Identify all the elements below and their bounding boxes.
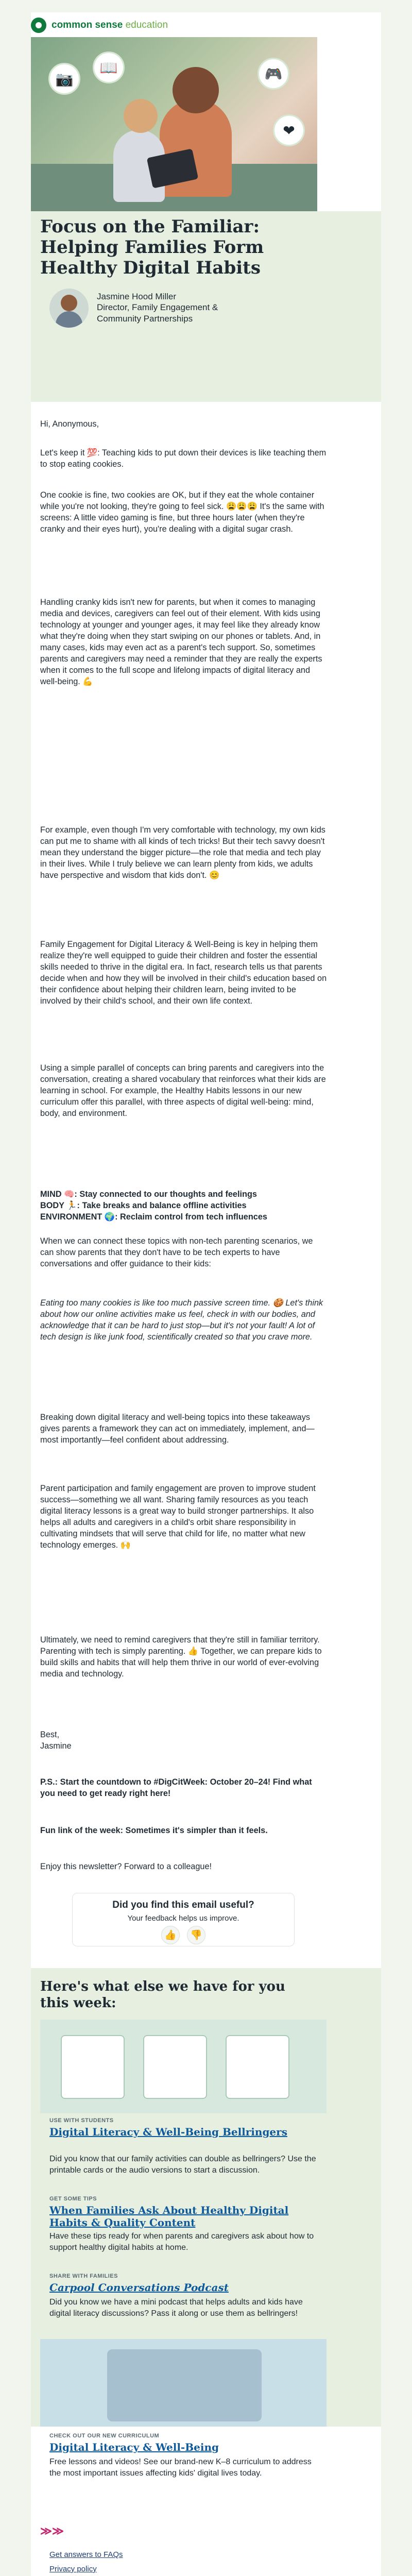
resource-4-title[interactable]: Digital Literacy & Well-Being [49,2441,219,2453]
privacy-link[interactable]: Privacy policy [49,2565,97,2573]
author-block [49,289,231,328]
resource-1-image[interactable] [40,2020,327,2113]
paragraph-9[interactable]: Parent participation and family engagement are proven to improve student success—something we all want. Sharing family resources as you teach digital literacy lessons is a great way to build stronger partnerships. It also helps all adults and caregivers in a child's orbit share responsibility in cultivating mindsets that will serve that child for life, no matter what new technology emerges. 🙌 [40,1484,316,1550]
feedback-subtitle: Your feedback helps us improve. [127,1914,239,1923]
author-name: Jasmine Hood Miller [97,292,176,301]
heart-icon: ❤ [273,114,305,146]
feedback-box [72,1893,295,1946]
logo-text: common sense education [52,20,168,30]
resource-4-label: CHECK OUT OUR NEW CURRICULUM [49,2433,160,2439]
adult-head [173,67,219,113]
paragraph-6[interactable]: Using a simple parallel of concepts can bring parents and caregivers into the conversation, creating a shared vocabulary that reinforces what their kids are learning in school. For example, the Healthy Habits lessons in our new curriculum offer this parallel, with three aspects of digital well-being: mind, body, and environment. [40,1063,326,1118]
child-head [124,99,158,133]
paragraph-3: Handling cranky kids isn't new for parents, but when it comes to managing media and devices, caregivers can feel out of their element. With kids using technology at younger and younger ages, it may feel like they already know what they're doing when they start swiping on our phones or tablets. And, in many cases, kids may even act as a parent's tech support. So, sometimes parents and caregivers may need a reminder that they are really the experts when it comes to the full scope and lifelong impacts of digital literacy and well-being. 💪 [40,598,322,686]
well-being-list: MIND 🧠: Stay connected to our thoughts and feelings BODY 🏃: Take breaks and balance offline activities ENVIRONMENT 🌍: Reclaim control from tech influences [40,1190,267,1222]
book-icon: 📖 [93,52,125,83]
resources-title: Here's what else we have for you this week: [40,1979,285,2011]
paragraph-4: For example, even though I'm very comfortable with technology, my own kids can put me to shame with all kinds of tech tricks! But their tech savvy doesn't mean they understand the bigger picture—the role that media and tech play in their lives. While I truly believe we can learn plenty from kids, we adults have perspective and wisdom that kids don't. 😊 [40,825,325,880]
resource-1-desc: Did you know that our family activities can double as bellringers? Use the printable cards or the audio versions to start a discussion. [49,2155,316,2175]
avatar [49,289,89,328]
paragraph-1: Let's keep it 💯: Teaching kids to put down their devices is like teaching them to stop eating cookies. [40,448,327,469]
resource-4-image[interactable] [40,2339,327,2427]
sign-off: Best, Jasmine [40,1730,72,1751]
page-title: Focus on the Familiar: Helping Families Form Healthy Digital Habits [40,216,264,278]
resource-3-title[interactable]: Carpool Conversations Podcast [49,2281,229,2294]
resource-2-desc: Have these tips ready for when parents and caregivers ask about how to support healthy digital habits at home. [49,2232,314,2252]
author-role: Director, Family Engagement & Community Partnerships [97,302,218,324]
camera-icon: 📷 [48,63,80,95]
cookie-quote: Eating too many cookies is like too much passive screen time. 🍪 Let's think about how our online activities make us feel, check in with our bodies, and acknowledge that it can be hard to just stop—but it's not your fault! A lot of tech design is like junk food, scientifically created so that you crave more. [40,1298,323,1342]
paragraph-8: Breaking down digital literacy and well-being topics into these takeaways gives parents a framework they can act on immediately, implement, and—most importantly—feel confident about addressing. [40,1413,315,1445]
resource-2-label: GET SOME TIPS [49,2196,97,2202]
thumbs-up-icon[interactable]: 👍 [161,1926,180,1944]
hero-image [31,37,317,211]
resource-3-label: SHARE WITH FAMILIES [49,2273,118,2279]
feedback-question: Did you find this email useful? [112,1900,254,1910]
faq-link[interactable]: Get answers to FAQs [49,2550,123,2559]
logo-badge-icon [31,18,46,33]
resource-2-title[interactable]: When Families Ask About Healthy Digital Habits & Quality Content [49,2204,289,2229]
game-icon: 🎮 [258,58,289,90]
paragraph-7: When we can connect these topics with non-tech parenting scenarios, we can show parents that they don't have to be tech experts to have conversations and offer guidance to their kids: [40,1236,313,1268]
resource-3-desc: Did you know we have a mini podcast that helps adults and kids have digital literacy discussions? Pass it along or use them as bellringers! [49,2298,303,2318]
resource-4-desc: Free lessons and videos! See our brand-new K–8 curriculum to address the most important issues affecting kids' digital lives today. [49,2458,312,2478]
paragraph-5[interactable]: Family Engagement for Digital Literacy & Well-Being is key in helping them realize they're well equipped to guide their children and foster the essential skills needed to thrive in the digital era. In fact, research tells us that parents decide when and how they will be involved in their child's education based on their confidence about helping their children learn, being invited to be involved by their child's school, and their own life context. [40,940,327,1006]
resource-1-title[interactable]: Digital Literacy & Well-Being Bellringers [49,2126,287,2138]
feedback-thumbs [73,1926,294,1944]
fun-link[interactable]: Fun link of the week: Sometimes it's simpler than it feels. [40,1826,268,1835]
footer-arrows: ≫≫ [40,2524,64,2537]
greeting: Hi, Anonymous, [40,419,99,429]
paragraph-2: One cookie is fine, two cookies are OK, but if they eat the whole container while you're not looking, they're going to feel sick. 😩😩😩 It's the same with screens: A little video gaming is fine, but three hours later (when they're cranky and their eyes hurt), you're dealing with a digital sugar crash. [40,490,324,534]
ps-note[interactable]: P.S.: Start the countdown to #DigCitWeek: October 20–24! Find what you need to get ready right here! [40,1777,312,1798]
thumbs-down-icon[interactable]: 👎 [187,1926,205,1944]
forward-note: Enjoy this newsletter? Forward to a colleague! [40,1862,212,1871]
brand-logo[interactable] [31,13,168,37]
paragraph-10: Ultimately, we need to remind caregivers that they're still in familiar territory. Parenting with tech is simply parenting. 👍 Together, we can prepare kids to build skills and habits that will help them thrive in our world of ever-evolving media and technology. [40,1635,322,1679]
resource-1-label: USE WITH STUDENTS [49,2117,114,2124]
